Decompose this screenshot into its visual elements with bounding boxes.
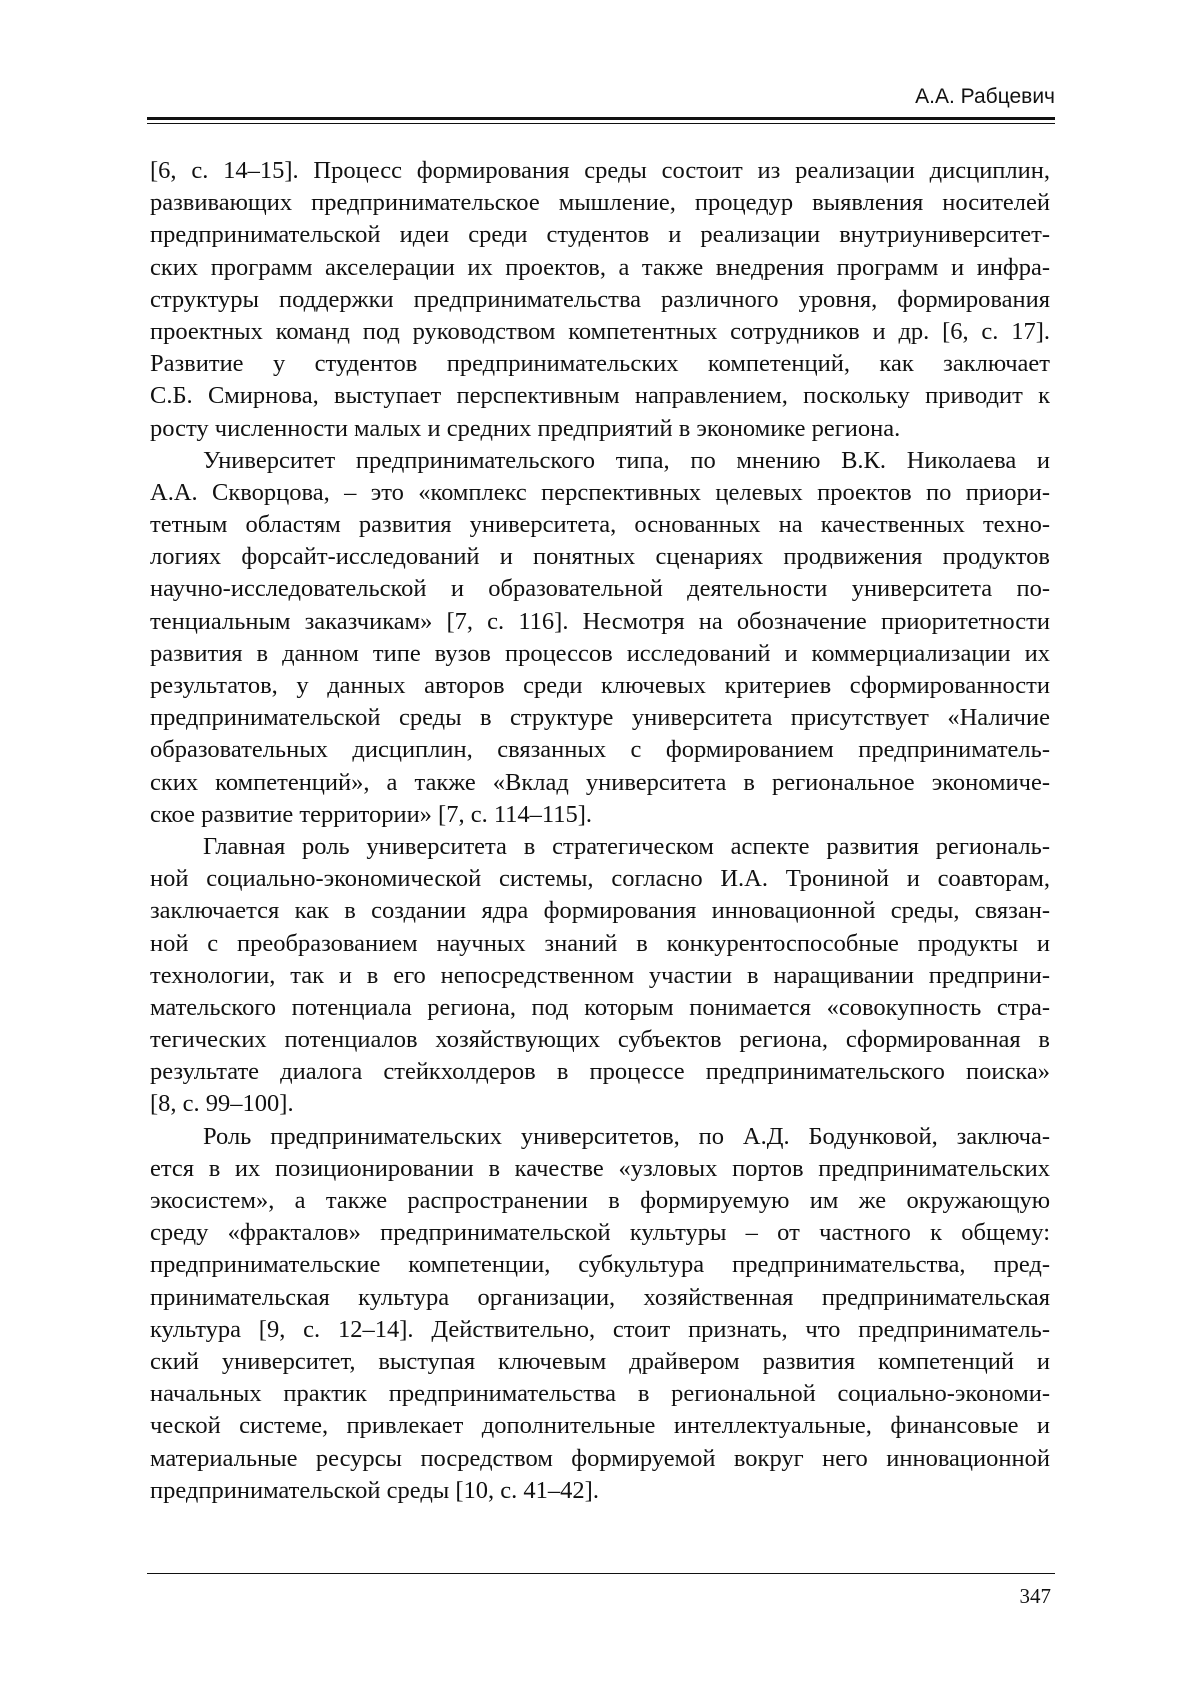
text-line: ских программ акселерации их проектов, а также внедрения программ и инфра- [150,252,1050,284]
text-line: научно-исследовательской и образовательной деятельности университета по- [150,573,1050,605]
text-line: росту численности малых и средних предприятий в экономике региона. [150,413,1050,445]
text-line: ной социально-экономической системы, согласно И.А. Трониной и соавторам, [150,863,1050,895]
text-line: образовательных дисциплин, связанных с формированием предприниматель- [150,734,1050,766]
text-line: проектных команд под руководством компетентных сотрудников и др. [6, с. 17]. [150,316,1050,348]
text-line: структуры поддержки предпринимательства различного уровня, формирования [150,284,1050,316]
text-line: тенциальным заказчикам» [7, с. 116]. Несмотря на обозначение приоритетности [150,606,1050,638]
header-rule-thick [147,117,1055,120]
text-line: начальных практик предпринимательства в региональной социально-экономи- [150,1378,1050,1410]
text-line: [8, с. 99–100]. [150,1088,1050,1120]
text-line: Главная роль университета в стратегическом аспекте развития региональ- [150,831,1050,863]
text-line: экосистем», а также распространении в формируемую им же окружающую [150,1185,1050,1217]
paragraph-4 [150,1121,1050,1507]
text-line: культура [9, с. 12–14]. Действительно, стоит признать, что предприниматель- [150,1314,1050,1346]
footer-rule [147,1573,1055,1574]
text-line: логиях форсайт-исследований и понятных сценариях продвижения продуктов [150,541,1050,573]
paragraph-3 [150,831,1050,1121]
running-head-author: А.А. Рабцевич [147,84,1055,110]
text-line: [6, с. 14–15]. Процесс формирования среды состоит из реализации дисциплин, [150,155,1050,187]
text-line: предпринимательские компетенции, субкультура предпринимательства, пред- [150,1249,1050,1281]
text-line: тетным областям развития университета, основанных на качественных техно- [150,509,1050,541]
text-line: ческой системе, привлекает дополнительные интеллектуальные, финансовые и [150,1410,1050,1442]
page-number: 347 [147,1583,1051,1609]
text-line: ских компетенций», а также «Вклад университета в региональное экономиче- [150,767,1050,799]
text-line: результатов, у данных авторов среди ключевых критериев сформированности [150,670,1050,702]
text-line: предпринимательской идеи среди студентов и реализации внутриуниверситет- [150,219,1050,251]
body-text [150,155,1050,1507]
text-line: Развитие у студентов предпринимательских компетенций, как заключает [150,348,1050,380]
text-line: развития в данном типе вузов процессов исследований и коммерциализации их [150,638,1050,670]
text-line: ется в их позиционировании в качестве «узловых портов предпринимательских [150,1153,1050,1185]
paragraph-2 [150,445,1050,831]
text-line: развивающих предпринимательское мышление, процедур выявления носителей [150,187,1050,219]
text-line: ной с преобразованием научных знаний в конкурентоспособные продукты и [150,928,1050,960]
text-line: тегических потенциалов хозяйствующих субъектов региона, сформированная в [150,1024,1050,1056]
paragraph-1 [150,155,1050,445]
text-line: Роль предпринимательских университетов, по А.Д. Бодунковой, заключа- [150,1121,1050,1153]
text-line: ский университет, выступая ключевым драйвером развития компетенций и [150,1346,1050,1378]
text-line: среду «фракталов» предпринимательской культуры – от частного к общему: [150,1217,1050,1249]
text-line: материальные ресурсы посредством формируемой вокруг него инновационной [150,1443,1050,1475]
text-line: А.А. Скворцова, – это «комплекс перспективных целевых проектов по приори- [150,477,1050,509]
text-line: предпринимательской среды в структуре университета присутствует «Наличие [150,702,1050,734]
text-line: предпринимательской среды [10, с. 41–42]. [150,1475,1050,1507]
text-line: принимательская культура организации, хозяйственная предпринимательская [150,1282,1050,1314]
text-line: С.Б. Смирнова, выступает перспективным направлением, поскольку приводит к [150,380,1050,412]
text-line: мательского потенциала региона, под которым понимается «совокупность стра- [150,992,1050,1024]
text-line: Университет предпринимательского типа, по мнению В.К. Николаева и [150,445,1050,477]
text-line: ское развитие территории» [7, с. 114–115]. [150,799,1050,831]
text-line: технологии, так и в его непосредственном участии в наращивании предприни- [150,960,1050,992]
text-line: результате диалога стейкхолдеров в процессе предпринимательского поиска» [150,1056,1050,1088]
header-rule-thin [147,123,1055,124]
text-line: заключается как в создании ядра формирования инновационной среды, связан- [150,895,1050,927]
